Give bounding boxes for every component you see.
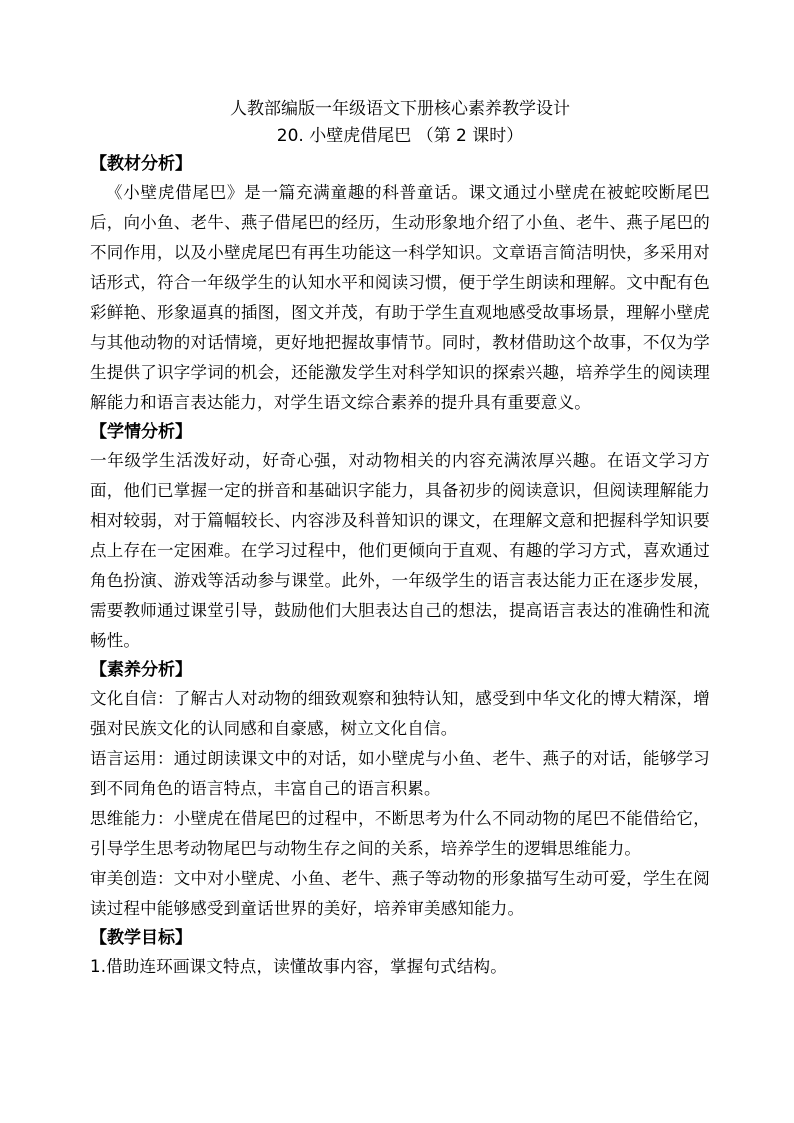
section-heading-students: 【学情分析】 (90, 422, 192, 442)
section-heading-literacy: 【素养分析】 (90, 660, 192, 680)
literacy-item-culture: 文化自信：了解古人对动物的细致观察和独特认知，感受到中华文化的博大精深，增强对民族文化的认同感和自豪感，树立文化自信。 (90, 689, 710, 738)
document-page (90, 96, 710, 982)
literacy-item-language: 语言运用：通过朗读课文中的对话，如小壁虎与小鱼、老牛、燕子的对话，能够学习到不同角色的语言特点，丰富自己的语言积累。 (90, 749, 710, 798)
literacy-item-aesthetics: 审美创造：文中对小壁虎、小鱼、老牛、燕子等动物的形象描写生动可爱，学生在阅读过程中能够感受到童话世界的美好，培养审美感知能力。 (90, 869, 710, 918)
textbook-analysis-paragraph: 《小壁虎借尾巴》是一篇充满童趣的科普童话。课文通过小壁虎在被蛇咬断尾巴后，向小鱼、老牛、燕子借尾巴的经历，生动形象地介绍了小鱼、老牛、燕子尾巴的不同作用，以及小壁虎尾巴有再生功能这一科学知识。文章语言简洁明快，多采用对话形式，符合一年级学生的认知水平和阅读习惯，便于学生朗读和理解。文中配有色彩鲜艳、形象逼真的插图，图文并茂，有助于学生直观地感受故事场景，理解小壁虎与其他动物的对话情境，更好地把握故事情节。同时，教材借助这个故事，不仅为学生提供了识字学词的机会，还能激发学生对科学知识的探索兴趣，培养学生的阅读理解能力和语言表达能力，对学生语文综合素养的提升具有重要意义。 (90, 183, 710, 412)
goal-item-1: 1.借助连环画课文特点，读懂故事内容，掌握句式结构。 (90, 957, 507, 976)
lesson-title: 20. 小壁虎借尾巴 （第 2 课时） (276, 126, 524, 146)
student-analysis-paragraph: 一年级学生活泼好动，好奇心强，对动物相关的内容充满浓厚兴趣。在语文学习方面，他们已掌握一定的拼音和基础识字能力，具备初步的阅读意识，但阅读理解能力相对较弱，对于篇幅较长、内容涉及科普知识的课文，在理解文意和把握科学知识要点上存在一定困难。在学习过程中，他们更倾向于直观、有趣的学习方式，喜欢通过角色扮演、游戏等活动参与课堂。此外，一年级学生的语言表达能力正在逐步发展，需要教师通过课堂引导，鼓励他们大胆表达自己的想法，提高语言表达的准确性和流畅性。 (90, 451, 710, 650)
literacy-item-thinking: 思维能力：小壁虎在借尾巴的过程中，不断思考为什么不同动物的尾巴不能借给它，引导学生思考动物尾巴与动物生存之间的关系，培养学生的逻辑思维能力。 (90, 809, 710, 858)
section-heading-textbook: 【教材分析】 (90, 154, 192, 174)
section-heading-goals: 【教学目标】 (90, 928, 192, 948)
document-title: 人教部编版一年级语文下册核心素养教学设计 (230, 99, 570, 119)
